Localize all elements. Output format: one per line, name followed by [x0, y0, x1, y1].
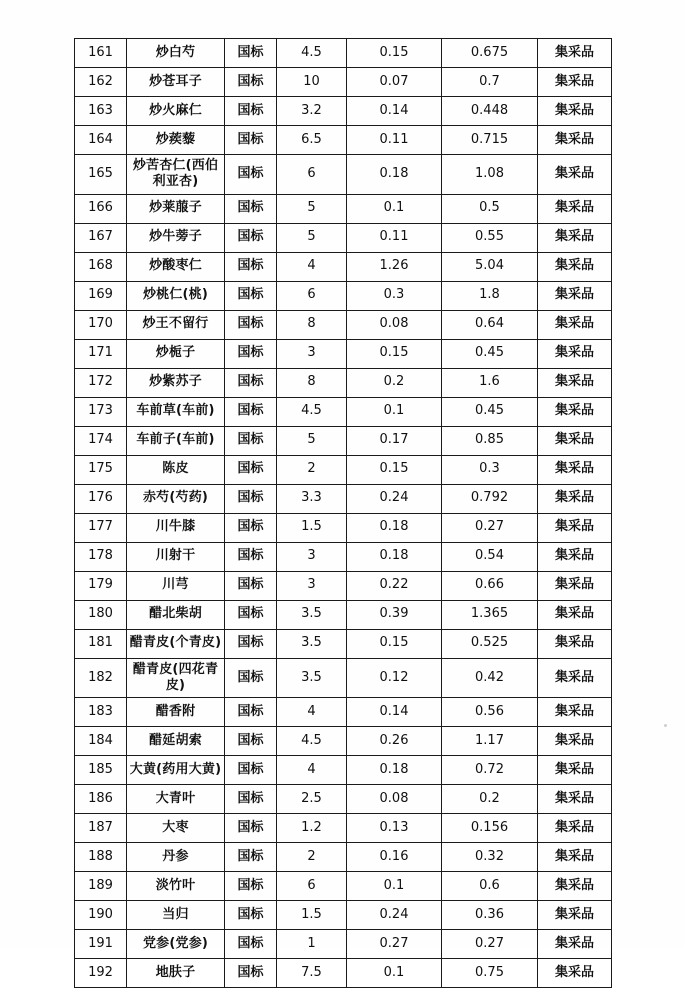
cell-standard: 国标	[225, 310, 277, 339]
cell-unit-price: 0.18	[347, 513, 442, 542]
cell-name: 醋延胡索	[127, 727, 225, 756]
cell-amount: 0.3	[442, 455, 538, 484]
cell-quantity: 7.5	[277, 959, 347, 988]
cell-unit-price: 0.15	[347, 339, 442, 368]
cell-unit-price: 0.24	[347, 901, 442, 930]
cell-standard: 国标	[225, 629, 277, 658]
cell-category: 集采品	[538, 727, 612, 756]
table-row	[75, 155, 612, 195]
cell-unit-price: 0.17	[347, 426, 442, 455]
cell-name: 炒桃仁(桃)	[127, 281, 225, 310]
cell-category: 集采品	[538, 930, 612, 959]
cell-category: 集采品	[538, 455, 612, 484]
cell-standard: 国标	[225, 223, 277, 252]
table-row	[75, 600, 612, 629]
cell-amount: 0.525	[442, 629, 538, 658]
cell-category: 集采品	[538, 571, 612, 600]
cell-index: 161	[75, 39, 127, 68]
cell-amount: 5.04	[442, 252, 538, 281]
cell-category: 集采品	[538, 542, 612, 571]
cell-category: 集采品	[538, 756, 612, 785]
cell-name: 醋青皮(四花青皮)	[127, 658, 225, 698]
cell-index: 171	[75, 339, 127, 368]
cell-amount: 0.56	[442, 698, 538, 727]
cell-amount: 0.72	[442, 756, 538, 785]
table-row	[75, 785, 612, 814]
cell-index: 182	[75, 658, 127, 698]
cell-quantity: 2	[277, 843, 347, 872]
cell-index: 164	[75, 126, 127, 155]
cell-quantity: 1.2	[277, 814, 347, 843]
cell-amount: 0.675	[442, 39, 538, 68]
cell-index: 180	[75, 600, 127, 629]
cell-name: 醋香附	[127, 698, 225, 727]
table-row	[75, 658, 612, 698]
cell-category: 集采品	[538, 872, 612, 901]
cell-quantity: 3	[277, 542, 347, 571]
cell-standard: 国标	[225, 455, 277, 484]
table-row	[75, 281, 612, 310]
cell-category: 集采品	[538, 658, 612, 698]
cell-unit-price: 0.07	[347, 68, 442, 97]
scan-speck	[664, 724, 667, 727]
cell-amount: 0.45	[442, 339, 538, 368]
cell-standard: 国标	[225, 484, 277, 513]
cell-quantity: 6	[277, 872, 347, 901]
cell-standard: 国标	[225, 727, 277, 756]
cell-unit-price: 0.3	[347, 281, 442, 310]
cell-amount: 0.36	[442, 901, 538, 930]
cell-quantity: 3.2	[277, 97, 347, 126]
cell-unit-price: 0.11	[347, 223, 442, 252]
table-row	[75, 310, 612, 339]
table-row	[75, 756, 612, 785]
cell-category: 集采品	[538, 310, 612, 339]
cell-standard: 国标	[225, 194, 277, 223]
cell-amount: 1.17	[442, 727, 538, 756]
cell-category: 集采品	[538, 97, 612, 126]
cell-standard: 国标	[225, 571, 277, 600]
cell-quantity: 3.3	[277, 484, 347, 513]
cell-name: 川芎	[127, 571, 225, 600]
cell-quantity: 1	[277, 930, 347, 959]
cell-amount: 1.365	[442, 600, 538, 629]
cell-category: 集采品	[538, 629, 612, 658]
cell-unit-price: 0.22	[347, 571, 442, 600]
table-row	[75, 126, 612, 155]
cell-index: 183	[75, 698, 127, 727]
cell-standard: 国标	[225, 39, 277, 68]
cell-name: 川牛膝	[127, 513, 225, 542]
cell-name: 川射干	[127, 542, 225, 571]
table-row	[75, 542, 612, 571]
table-row	[75, 97, 612, 126]
cell-quantity: 3.5	[277, 600, 347, 629]
cell-standard: 国标	[225, 281, 277, 310]
cell-quantity: 1.5	[277, 513, 347, 542]
table-row	[75, 872, 612, 901]
table-row	[75, 339, 612, 368]
cell-name: 炒王不留行	[127, 310, 225, 339]
table-row	[75, 252, 612, 281]
cell-standard: 国标	[225, 513, 277, 542]
cell-quantity: 5	[277, 223, 347, 252]
cell-quantity: 4	[277, 698, 347, 727]
cell-index: 179	[75, 571, 127, 600]
table-row	[75, 571, 612, 600]
cell-standard: 国标	[225, 698, 277, 727]
cell-standard: 国标	[225, 426, 277, 455]
cell-name: 大青叶	[127, 785, 225, 814]
cell-category: 集采品	[538, 252, 612, 281]
cell-amount: 0.27	[442, 513, 538, 542]
cell-amount: 0.2	[442, 785, 538, 814]
cell-quantity: 6	[277, 155, 347, 195]
cell-name: 炒紫苏子	[127, 368, 225, 397]
cell-category: 集采品	[538, 843, 612, 872]
cell-name: 炒苦杏仁(西伯利亚杏)	[127, 155, 225, 195]
cell-index: 162	[75, 68, 127, 97]
cell-name: 赤芍(芍药)	[127, 484, 225, 513]
cell-quantity: 4.5	[277, 397, 347, 426]
cell-amount: 0.27	[442, 930, 538, 959]
cell-name: 当归	[127, 901, 225, 930]
cell-quantity: 2.5	[277, 785, 347, 814]
cell-standard: 国标	[225, 658, 277, 698]
table-row	[75, 814, 612, 843]
cell-amount: 0.5	[442, 194, 538, 223]
cell-standard: 国标	[225, 397, 277, 426]
cell-index: 170	[75, 310, 127, 339]
cell-standard: 国标	[225, 155, 277, 195]
cell-unit-price: 0.1	[347, 872, 442, 901]
cell-standard: 国标	[225, 368, 277, 397]
cell-name: 炒栀子	[127, 339, 225, 368]
cell-index: 185	[75, 756, 127, 785]
cell-name: 党参(党参)	[127, 930, 225, 959]
cell-index: 174	[75, 426, 127, 455]
cell-unit-price: 0.18	[347, 756, 442, 785]
cell-unit-price: 0.11	[347, 126, 442, 155]
cell-index: 173	[75, 397, 127, 426]
cell-category: 集采品	[538, 223, 612, 252]
table-row	[75, 68, 612, 97]
cell-category: 集采品	[538, 426, 612, 455]
table-row	[75, 513, 612, 542]
cell-name: 炒苍耳子	[127, 68, 225, 97]
cell-standard: 国标	[225, 126, 277, 155]
cell-index: 187	[75, 814, 127, 843]
cell-quantity: 8	[277, 368, 347, 397]
cell-amount: 1.8	[442, 281, 538, 310]
cell-unit-price: 0.1	[347, 959, 442, 988]
table-row	[75, 397, 612, 426]
cell-standard: 国标	[225, 930, 277, 959]
cell-amount: 1.6	[442, 368, 538, 397]
cell-quantity: 3	[277, 339, 347, 368]
cell-standard: 国标	[225, 785, 277, 814]
table-row	[75, 455, 612, 484]
cell-standard: 国标	[225, 68, 277, 97]
table-row	[75, 484, 612, 513]
cell-standard: 国标	[225, 901, 277, 930]
price-table-container	[74, 38, 611, 988]
cell-name: 醋北柴胡	[127, 600, 225, 629]
table-row	[75, 930, 612, 959]
table-row	[75, 629, 612, 658]
cell-unit-price: 0.15	[347, 629, 442, 658]
cell-category: 集采品	[538, 126, 612, 155]
cell-category: 集采品	[538, 698, 612, 727]
cell-amount: 0.792	[442, 484, 538, 513]
cell-quantity: 5	[277, 426, 347, 455]
cell-quantity: 3.5	[277, 629, 347, 658]
cell-index: 163	[75, 97, 127, 126]
cell-amount: 0.448	[442, 97, 538, 126]
cell-index: 188	[75, 843, 127, 872]
cell-category: 集采品	[538, 39, 612, 68]
cell-unit-price: 0.15	[347, 455, 442, 484]
table-row	[75, 194, 612, 223]
cell-standard: 国标	[225, 542, 277, 571]
table-row	[75, 368, 612, 397]
cell-standard: 国标	[225, 814, 277, 843]
cell-name: 车前草(车前)	[127, 397, 225, 426]
cell-index: 166	[75, 194, 127, 223]
cell-category: 集采品	[538, 68, 612, 97]
table-row	[75, 901, 612, 930]
price-table-body	[75, 39, 612, 988]
cell-amount: 1.08	[442, 155, 538, 195]
cell-index: 192	[75, 959, 127, 988]
cell-amount: 0.66	[442, 571, 538, 600]
cell-unit-price: 0.18	[347, 542, 442, 571]
cell-quantity: 3.5	[277, 658, 347, 698]
cell-index: 167	[75, 223, 127, 252]
table-row	[75, 426, 612, 455]
cell-standard: 国标	[225, 600, 277, 629]
cell-amount: 0.7	[442, 68, 538, 97]
cell-unit-price: 0.27	[347, 930, 442, 959]
cell-amount: 0.45	[442, 397, 538, 426]
cell-category: 集采品	[538, 281, 612, 310]
cell-index: 172	[75, 368, 127, 397]
table-row	[75, 843, 612, 872]
cell-index: 184	[75, 727, 127, 756]
cell-quantity: 4	[277, 252, 347, 281]
cell-standard: 国标	[225, 843, 277, 872]
cell-quantity: 4.5	[277, 39, 347, 68]
cell-name: 丹参	[127, 843, 225, 872]
cell-name: 炒白芍	[127, 39, 225, 68]
cell-category: 集采品	[538, 814, 612, 843]
cell-standard: 国标	[225, 756, 277, 785]
cell-unit-price: 0.24	[347, 484, 442, 513]
cell-index: 176	[75, 484, 127, 513]
cell-category: 集采品	[538, 368, 612, 397]
cell-amount: 0.64	[442, 310, 538, 339]
cell-unit-price: 0.1	[347, 194, 442, 223]
cell-standard: 国标	[225, 339, 277, 368]
cell-unit-price: 0.14	[347, 97, 442, 126]
cell-amount: 0.55	[442, 223, 538, 252]
cell-category: 集采品	[538, 513, 612, 542]
cell-unit-price: 0.15	[347, 39, 442, 68]
cell-index: 186	[75, 785, 127, 814]
table-row	[75, 727, 612, 756]
cell-unit-price: 0.12	[347, 658, 442, 698]
cell-index: 169	[75, 281, 127, 310]
cell-index: 189	[75, 872, 127, 901]
table-row	[75, 223, 612, 252]
cell-name: 醋青皮(个青皮)	[127, 629, 225, 658]
cell-quantity: 4	[277, 756, 347, 785]
cell-amount: 0.715	[442, 126, 538, 155]
cell-category: 集采品	[538, 397, 612, 426]
cell-amount: 0.32	[442, 843, 538, 872]
cell-unit-price: 0.26	[347, 727, 442, 756]
cell-index: 177	[75, 513, 127, 542]
cell-unit-price: 0.16	[347, 843, 442, 872]
cell-unit-price: 1.26	[347, 252, 442, 281]
cell-category: 集采品	[538, 901, 612, 930]
cell-unit-price: 0.14	[347, 698, 442, 727]
cell-index: 175	[75, 455, 127, 484]
cell-unit-price: 0.08	[347, 785, 442, 814]
cell-unit-price: 0.13	[347, 814, 442, 843]
cell-unit-price: 0.18	[347, 155, 442, 195]
cell-name: 大黄(药用大黄)	[127, 756, 225, 785]
cell-index: 168	[75, 252, 127, 281]
cell-category: 集采品	[538, 194, 612, 223]
cell-name: 炒莱菔子	[127, 194, 225, 223]
cell-index: 181	[75, 629, 127, 658]
table-row	[75, 698, 612, 727]
cell-name: 淡竹叶	[127, 872, 225, 901]
cell-amount: 0.6	[442, 872, 538, 901]
cell-index: 178	[75, 542, 127, 571]
cell-unit-price: 0.2	[347, 368, 442, 397]
cell-amount: 0.156	[442, 814, 538, 843]
cell-quantity: 8	[277, 310, 347, 339]
cell-index: 191	[75, 930, 127, 959]
cell-quantity: 10	[277, 68, 347, 97]
cell-standard: 国标	[225, 959, 277, 988]
cell-amount: 0.42	[442, 658, 538, 698]
cell-amount: 0.54	[442, 542, 538, 571]
cell-quantity: 4.5	[277, 727, 347, 756]
cell-amount: 0.85	[442, 426, 538, 455]
cell-category: 集采品	[538, 484, 612, 513]
cell-index: 190	[75, 901, 127, 930]
cell-name: 车前子(车前)	[127, 426, 225, 455]
cell-quantity: 5	[277, 194, 347, 223]
cell-category: 集采品	[538, 339, 612, 368]
cell-name: 炒牛蒡子	[127, 223, 225, 252]
cell-quantity: 1.5	[277, 901, 347, 930]
table-row	[75, 39, 612, 68]
cell-standard: 国标	[225, 252, 277, 281]
cell-name: 炒蒺藜	[127, 126, 225, 155]
cell-standard: 国标	[225, 97, 277, 126]
cell-category: 集采品	[538, 155, 612, 195]
cell-category: 集采品	[538, 959, 612, 988]
cell-name: 陈皮	[127, 455, 225, 484]
cell-unit-price: 0.39	[347, 600, 442, 629]
cell-unit-price: 0.1	[347, 397, 442, 426]
cell-name: 大枣	[127, 814, 225, 843]
cell-amount: 0.75	[442, 959, 538, 988]
cell-index: 165	[75, 155, 127, 195]
cell-category: 集采品	[538, 600, 612, 629]
cell-standard: 国标	[225, 872, 277, 901]
price-table	[74, 38, 612, 988]
cell-unit-price: 0.08	[347, 310, 442, 339]
cell-quantity: 3	[277, 571, 347, 600]
cell-name: 地肤子	[127, 959, 225, 988]
cell-quantity: 6.5	[277, 126, 347, 155]
cell-name: 炒火麻仁	[127, 97, 225, 126]
cell-category: 集采品	[538, 785, 612, 814]
cell-quantity: 6	[277, 281, 347, 310]
cell-name: 炒酸枣仁	[127, 252, 225, 281]
cell-quantity: 2	[277, 455, 347, 484]
table-row	[75, 959, 612, 988]
